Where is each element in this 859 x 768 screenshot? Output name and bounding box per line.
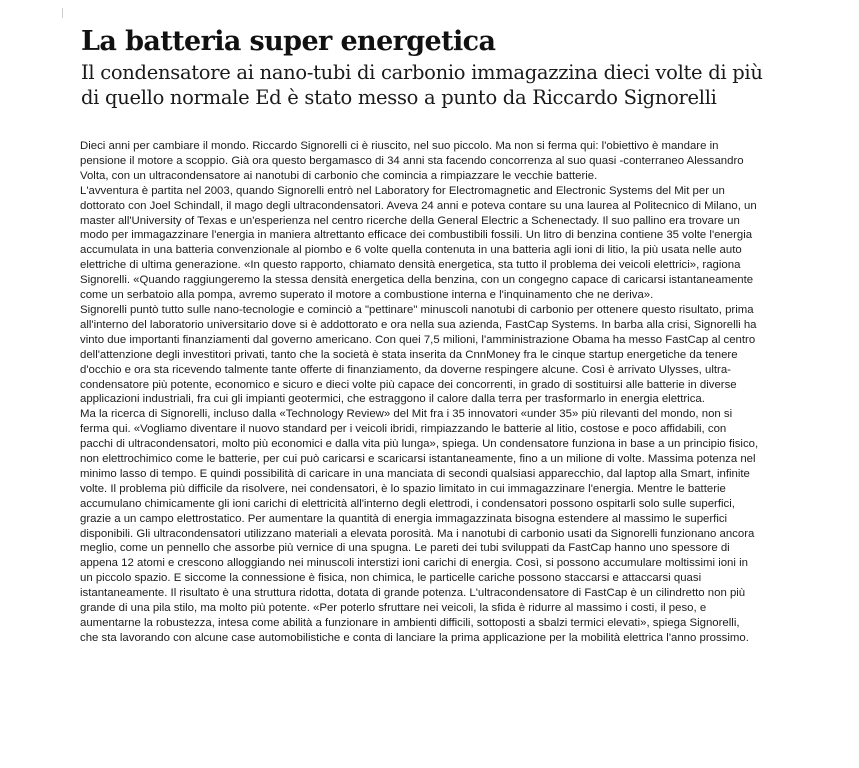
scan-edge-mark	[62, 8, 63, 18]
article-paragraph: Dieci anni per cambiare il mondo. Riccardo Signorelli ci è riuscito, nel suo piccolo. Ma non si ferma qui: l'obiettivo è mandare in pensione il motore a scoppio. Già ora questo bergamasco di 34 anni sta facendo concorrenza al suo quasi -conterraneo Alessandro Volta, con un ultracondensatore ai nanotubi di carbonio che comincia a rimpiazzare le vecchie batterie.	[80, 140, 744, 182]
article-paragraph: Ma la ricerca di Signorelli, incluso dalla «Technology Review» del Mit fra i 35 innovatori «under 35» più rilevanti del mondo, non si ferma qui. «Vogliamo diventare il nuovo standard per i veicoli ibridi, rimpiazzando le batterie al litio, costose e poco affidabili, con pacchi di ultracondensatori, molto più economici e dalla vita più lunga», spiega. Un condensatore funziona in base a un principio fisico, non elettrochimico come le batterie, per cui può caricarsi e scaricarsi istantaneamente, fino a un milione di volte. Massima potenza nel minimo lasso di tempo. E quindi possibilità di caricare in una manciata di secondi qualsiasi apparecchio, dal laptop alla Smart, infinite volte. Il problema più difficile da risolvere, nei condensatori, è lo spazio limitato in cui immagazzinare l'energia. Mentre le batterie accumulano chimicamente gli ioni carichi di elettricità all'interno degli elettrodi, i condensatori possono ospitarli solo sulle superfici, grazie a un campo elettrostatico. Per aumentare la quantità di energia immagazzinata bisogna estendere al massimo le superfici disponibili. Gli ultracondensatori utilizzano materiali a elevata porosità. Ma i nanotubi di carbonio usati da Signorelli funzionano ancora meglio, come un pennello che assorbe più vernice di una spugna. Le pareti dei tubi sviluppati da FastCap hanno uno spessore di appena 12 atomi e crescono alloggiando nei minuscoli interstizi ioni carichi di energia. Così, si possono accumulare moltissimi ioni in un piccolo spazio. E siccome la connessione è fisica, non chimica, le particelle cariche possono staccarsi e attaccarsi quasi istantaneamente. Il risultato è una struttura ridotta, dotata di grande potenza. L'ultracondensatore di FastCap è un cilindretto non più grande di una pila stilo, ma molto più potente. «Per poterlo sfruttare nei veicoli, la sfida è ridurre al massimo i costi, il peso, e aumentarne la robustezza, intesa come abilità a funzionare in ambienti difficili, sottoposti a sbalzi termici elevati», spiega Signorelli, che sta lavorando con alcune case automobilistiche e conta di lanciare la prima applicazione per la mobilità elettrica l'anno prossimo.	[80, 408, 759, 644]
article-body	[80, 139, 760, 646]
article-headline: La batteria super energetica	[81, 26, 496, 57]
article-paragraph: Signorelli puntò tutto sulle nano-tecnologie e cominciò a "pettinare" minuscoli nanotubi di carbonio per ottenere questo risultato, prima all'interno del laboratorio universitario dove si è addottorato e ora nella sua azienda, FastCap Systems. In barba alla crisi, Signorelli ha vinto due importanti finanziamenti dal governo americano. Con quei 7,5 milioni, l'amministrazione Obama ha messo FastCap al centro dell'attenzione degli investitori privati, tanto che la società è stata inserita da CnnMoney fra le cinque startup energetiche da tenere d'occhio e ora sta ricevendo talmente tante offerte di finanziamento, da doverne respingere alcune. Così è arrivato Ulysses, ultra-condensatore più potente, economico e sicuro e dieci volte più capace dei concorrenti, in grado di sostituirsi alle batterie in diverse applicazioni industriali, fra cui gli impianti geotermici, che estraggono il calore dalla terra per trasformarlo in energia elettrica.	[80, 303, 757, 406]
article-paragraph: L'avventura è partita nel 2003, quando Signorelli entrò nel Laboratory for Electromagnetic and Electronic Systems del Mit per un dottorato con Joel Schindall, il mago degli ultracondensatori. Aveva 24 anni e poteva contare su una laurea al Politecnico di Milano, un master all'University of Texas e un'esperienza nel centro ricerche della General Electric a Schenectady. Il suo pallino era trovare un modo per immagazzinare l'energia in maniera altrettanto efficace dei combustibili fossili. Un litro di benzina contiene 35 volte l'energia accumulata in una batteria convenzionale al piombo e 6 volte quella contenuta in una batteria agli ioni di litio, la più usata nelle auto elettriche di ultima generazione. «In questo rapporto, chiamato densità energetica, sta tutto il problema dei veicoli elettrici», ragiona Signorelli. «Quando raggiungeremo la stessa densità energetica della benzina, con un congegno capace di caricarsi istantaneamente come un serbatoio alla pompa, avremo superato il motore a combustione interna e l'inquinamento che ne deriva».	[80, 184, 757, 302]
article-subheadline: Il condensatore ai nano-tubi di carbonio immagazzina dieci volte di più di quello normale Ed è stato messo a punto da Riccardo Signorelli	[81, 61, 763, 109]
